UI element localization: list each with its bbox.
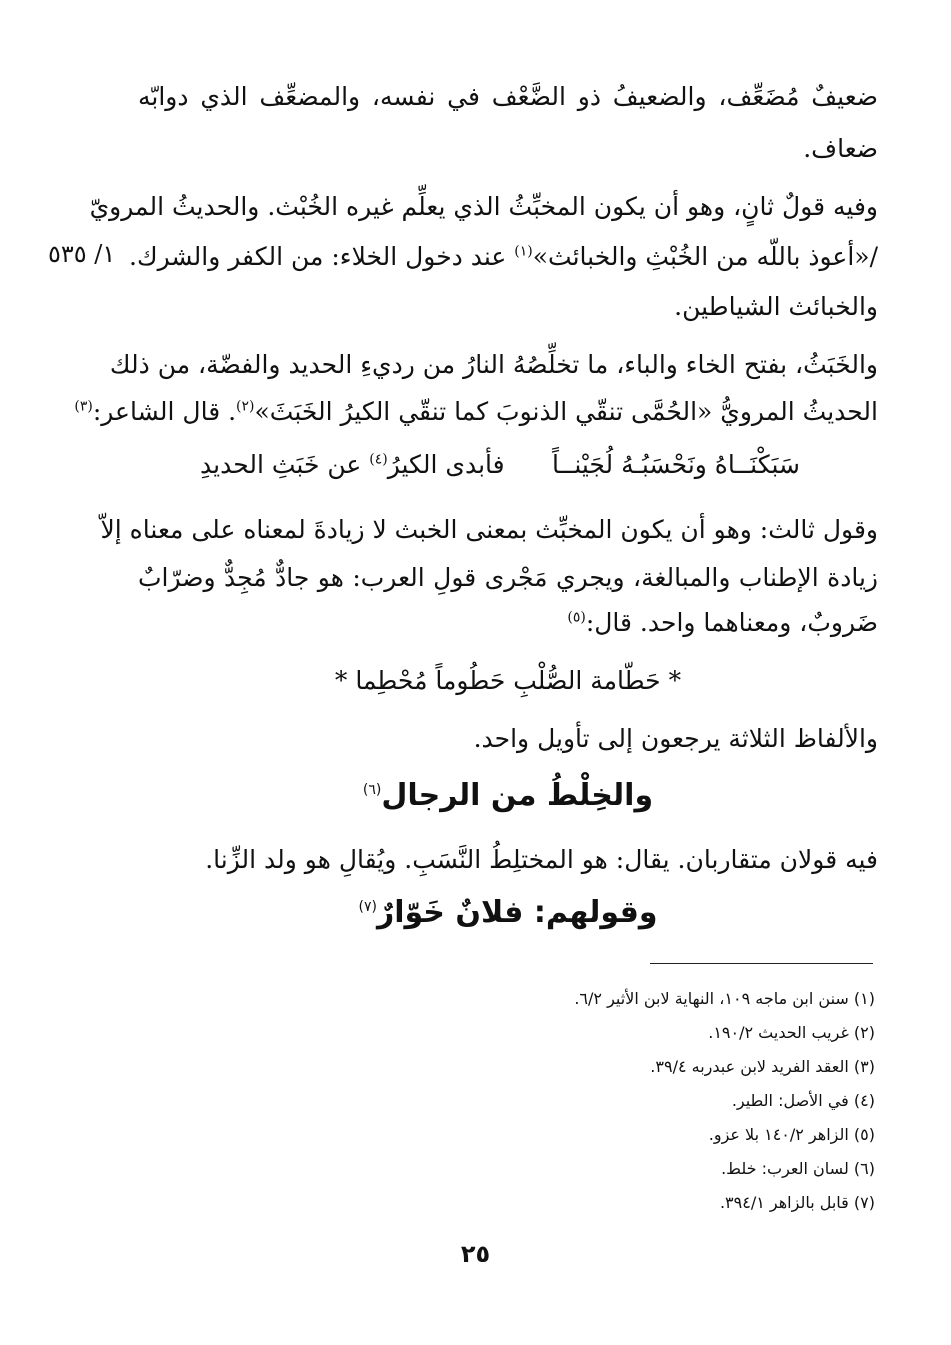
verse-second-hemistich-a: فأبدى الكيرُ xyxy=(387,450,505,479)
footnote-item: (٤) في الأصل: الطير. xyxy=(731,1091,875,1110)
footnote-ref-6: (٦) xyxy=(362,782,382,798)
paragraph-2-line-2 xyxy=(129,242,878,271)
verse-second-hemistich-b: عن خَبَثِ الحديدِ xyxy=(200,450,370,479)
paragraph-1-line-1: ضعيفٌ مُضَعِّف، والضعيفُ ذو الضَّعْف في نفسه، والمضعِّف الذي دوابّه xyxy=(138,82,878,111)
footnote-ref-2: (٢) xyxy=(236,398,255,415)
footnote-ref-3: (٣) xyxy=(74,398,93,415)
poetry-verse xyxy=(200,450,800,479)
footnote-ref-4: (٤) xyxy=(369,451,388,468)
paragraph-3-line-2-tail: . قال الشاعر: xyxy=(92,397,237,426)
paragraph-4-line-3 xyxy=(138,608,878,637)
section-heading-khilt-text: والخِلْطُ من الرجال xyxy=(381,778,654,813)
footnote-item: (١) سنن ابن ماجه ١٠٩، النهاية لابن الأثير ٦/٢. xyxy=(574,989,875,1008)
section-heading-khilt xyxy=(138,778,878,813)
paragraph-2-line-1: وفيه قولٌ ثانٍ، وهو أن يكون المخبِّثُ الذي يعلِّم غيره الخُبْث. والحديثُ المرويّ xyxy=(89,192,878,221)
paragraph-5: والألفاظ الثلاثة يرجعون إلى تأويل واحد. xyxy=(473,724,878,753)
paragraph-2-line-2-main: /«أعوذ باللّه من الخُبْثِ والخبائث» xyxy=(532,242,878,271)
verse-second-hemistich xyxy=(200,450,505,479)
paragraph-3-line-2-main: الحديثُ المرويُّ «الحُمَّى تنقّي الذنوبَ كما تنقّي الكيرُ الخَبَثَ» xyxy=(254,397,878,426)
paragraph-2-line-3: والخبائث الشياطين. xyxy=(674,292,878,321)
paragraph-3-line-2 xyxy=(74,397,878,426)
page-number: ٢٥ xyxy=(460,1240,491,1268)
footnote-ref-7: (٧) xyxy=(358,899,377,915)
footnote-item: (٧) قابل بالزاهر ٣٩٤/١. xyxy=(719,1193,875,1212)
footnote-item: (٦) لسان العرب: خلط. xyxy=(721,1159,875,1178)
footnotes-list xyxy=(380,985,875,1223)
paragraph-1-line-2: ضعاف. xyxy=(803,134,878,163)
footnote-item: (٢) غريب الحديث ١٩٠/٢. xyxy=(708,1023,875,1042)
footnote-separator xyxy=(650,963,873,964)
footnote-item: (٥) الزاهر ١٤٠/٢ بلا عزو. xyxy=(708,1125,875,1144)
footnote-ref-1: (١) xyxy=(514,243,533,260)
paragraph-4-line-3-main: ضَروبٌ، ومعناهما واحد. قال: xyxy=(585,608,878,637)
verse-first-hemistich: سَبَكْنَــاهُ ونَحْسَبُـهُ لُجَيْنــاً xyxy=(552,450,800,479)
footnote-ref-5: (٥) xyxy=(567,609,586,626)
paragraph-2-line-2-tail: عند دخول الخلاء: من الكفر والشرك. xyxy=(129,242,515,271)
footnote-item: (٣) العقد الفريد لابن عبدربه ٣٩/٤. xyxy=(650,1057,875,1076)
section-heading-khawwar xyxy=(138,895,878,930)
quoted-verse-line: * حَطّامة الصُّلْبِ حَطُوماً مُحْطِما * xyxy=(334,666,682,695)
paragraph-6: فيه قولان متقاربان. يقال: هو المختلِطُ النَّسَبِ. ويُقالِ هو ولد الزِّنا. xyxy=(205,845,878,874)
section-heading-khawwar-text: وقولهم: فلانٌ خَوّارٌ xyxy=(376,895,658,930)
paragraph-4-line-2: زيادة الإطناب والمبالغة، ويجري مَجْرى قولِ العرب: هو جادٌّ مُجِدٌّ وضرّابٌ xyxy=(138,563,878,592)
paragraph-3-line-1: والخَبَثُ، بفتح الخاء والباء، ما تخلِّصُهُ النارُ من رديءِ الحديد والفضّة، من ذلك xyxy=(109,350,878,379)
margin-page-reference: ١/ ٥٣٥ xyxy=(48,240,116,268)
paragraph-4-line-1: وقول ثالث: وهو أن يكون المخبِّث بمعنى الخبث لا زيادةَ لمعناه على معناه إلاّ xyxy=(100,515,878,544)
